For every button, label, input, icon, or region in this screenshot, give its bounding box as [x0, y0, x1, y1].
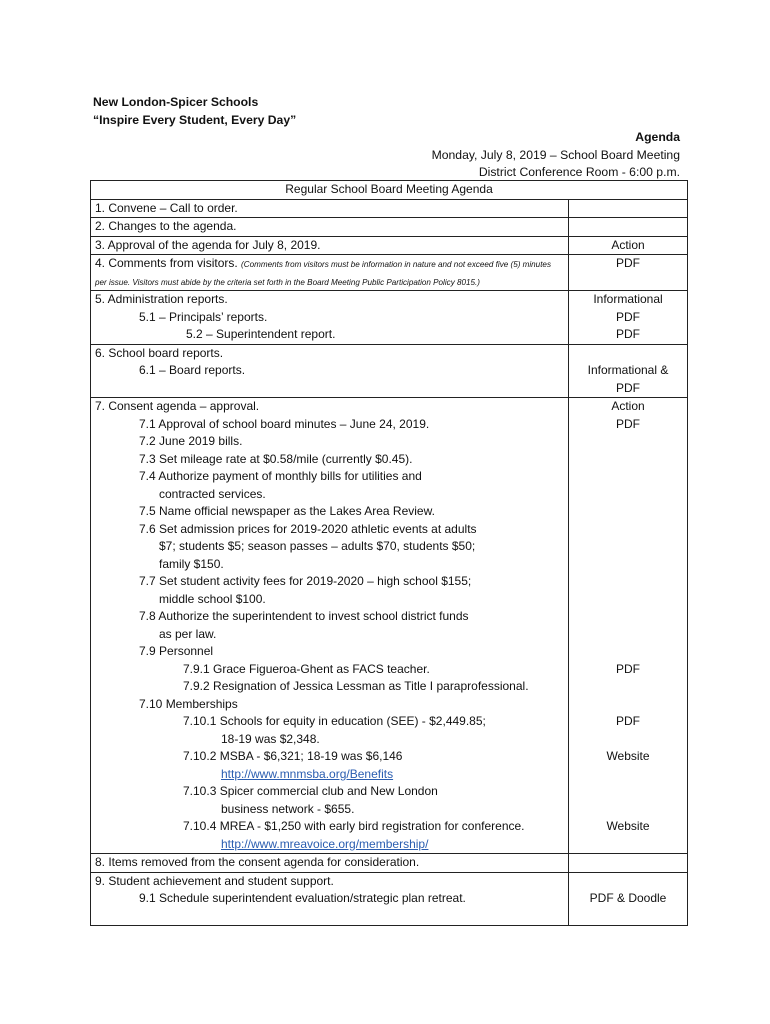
agenda-item-7-10-3: 7.10.3 Spicer commercial club and New London	[183, 784, 438, 798]
msba-benefits-link[interactable]: http://www.mnmsba.org/Benefits	[221, 766, 394, 781]
meeting-header	[432, 129, 680, 182]
mrea-membership-link[interactable]: http://www.mreavoice.org/membership/	[221, 836, 429, 851]
table-row	[91, 291, 688, 345]
status-pdf-link[interactable]: PDF	[616, 380, 640, 395]
status-cell	[569, 291, 688, 345]
agenda-item-3: 3. Approval of the agenda for July 8, 2019.	[91, 236, 569, 255]
agenda-item-7-5: 7.5 Name official newspaper as the Lakes Area Review.	[139, 504, 435, 518]
table-title: Regular School Board Meeting Agenda	[91, 181, 688, 200]
agenda-item-9-title: 9. Student achievement and student support.	[95, 873, 334, 888]
school-name: New London-Spicer Schools	[93, 95, 259, 109]
row-spacer	[573, 608, 683, 626]
row-spacer	[573, 766, 683, 784]
status-cell	[569, 872, 688, 926]
agenda-item-7-10-2: 7.10.2 MSBA - $6,321; 18-19 was $6,146	[183, 749, 403, 763]
status-action: Action	[569, 236, 688, 255]
row-spacer	[573, 643, 683, 661]
row-spacer	[573, 538, 683, 556]
table-title-row	[91, 181, 688, 200]
doc-title: Agenda	[635, 130, 680, 144]
agenda-item-7-6-cont: family $150.	[159, 556, 224, 571]
agenda-item-7-8-cont: as per law.	[159, 626, 217, 641]
agenda-table	[90, 180, 688, 926]
status-pdf-doodle-link[interactable]: PDF & Doodle	[589, 891, 667, 905]
table-row	[91, 236, 688, 255]
status-pdf-link[interactable]: PDF	[616, 416, 640, 431]
agenda-item-7-10-4: 7.10.4 MREA - $1,250 with early bird registration for conference.	[183, 819, 525, 833]
row-spacer	[573, 696, 683, 714]
agenda-item-7-10-3-cont: business network - $655.	[221, 801, 355, 816]
agenda-item-1: 1. Convene – Call to order.	[91, 199, 569, 218]
row-spacer	[573, 731, 683, 749]
status-website-link[interactable]: Website	[606, 819, 650, 833]
table-row	[91, 218, 688, 237]
row-spacer	[573, 801, 683, 819]
agenda-item-2: 2. Changes to the agenda.	[91, 218, 569, 237]
table-row	[91, 199, 688, 218]
status-action: Action	[611, 399, 645, 413]
status-pdf-link[interactable]: PDF	[616, 327, 640, 341]
agenda-item-6-1: 6.1 – Board reports.	[139, 363, 246, 377]
row-spacer	[573, 573, 683, 591]
status-cell	[569, 854, 688, 873]
agenda-item-7-3: 7.3 Set mileage rate at $0.58/mile (currently $0.45).	[139, 451, 413, 466]
agenda-item-7-6: 7.6 Set admission prices for 2019-2020 athletic events at adults	[139, 521, 477, 536]
status-informational: Informational	[593, 292, 663, 306]
table-row	[91, 872, 688, 926]
status-cell	[569, 398, 688, 854]
row-spacer	[573, 521, 683, 539]
agenda-item-9-1: 9.1 Schedule superintendent evaluation/strategic plan retreat.	[139, 891, 466, 905]
agenda-item-6-title: 6. School board reports.	[95, 345, 224, 360]
agenda-item-7-title: 7. Consent agenda – approval.	[95, 399, 260, 413]
agenda-item-8: 8. Items removed from the consent agenda for consideration.	[91, 854, 569, 873]
row-spacer	[573, 626, 683, 644]
visitor-comments-note: (Comments from visitors must be information in nature and not exceed five (5) minutes per issue. Visitors must abide by the criteria set forth in the Board Meeting Public Participation Policy 8015.)	[95, 260, 551, 287]
row-spacer	[573, 503, 683, 521]
row-spacer	[573, 873, 683, 891]
agenda-item-7-7-cont: middle school $100.	[159, 591, 266, 606]
status-cell	[569, 199, 688, 218]
row-spacer	[573, 783, 683, 801]
row-spacer	[573, 556, 683, 574]
row-spacer	[573, 468, 683, 486]
agenda-item-7-10: 7.10 Memberships	[139, 696, 238, 711]
agenda-item-5-title: 5. Administration reports.	[95, 292, 228, 306]
status-informational: Informational &	[587, 363, 669, 377]
row-spacer	[573, 591, 683, 609]
agenda-item-5-2: 5.2 – Superintendent report.	[186, 327, 336, 341]
agenda-item-7-4-cont: contracted services.	[159, 486, 266, 501]
status-cell	[569, 344, 688, 398]
agenda-item-7-6-cont: $7; students $5; season passes – adults $70, students $50;	[159, 539, 476, 553]
table-row	[91, 344, 688, 398]
agenda-item-7-1: 7.1 Approval of school board minutes – June 24, 2019.	[139, 416, 430, 431]
status-pdf-link[interactable]: PDF	[616, 309, 640, 324]
row-spacer	[573, 486, 683, 504]
row-spacer	[573, 678, 683, 696]
status-pdf-link[interactable]: PDF	[616, 661, 640, 676]
agenda-item-7-2: 7.2 June 2019 bills.	[139, 434, 243, 448]
agenda-item-5-1: 5.1 – Principals’ reports.	[139, 309, 268, 324]
status-pdf-link[interactable]: PDF	[616, 714, 640, 728]
agenda-item-4-title: 4. Comments from visitors.	[95, 256, 238, 270]
agenda-item-7	[91, 398, 569, 854]
agenda-item-7-10-1-cont: 18-19 was $2,348.	[221, 731, 320, 746]
table-row	[91, 255, 688, 291]
agenda-item-7-10-1: 7.10.1 Schools for equity in education (SEE) - $2,449.85;	[183, 714, 486, 728]
status-pdf-link[interactable]: PDF	[569, 255, 688, 291]
table-row	[91, 854, 688, 873]
agenda-item-7-8: 7.8 Authorize the superintendent to invest school district funds	[139, 609, 469, 623]
agenda-item-7-9-2: 7.9.2 Resignation of Jessica Lessman as Title I paraprofessional.	[183, 679, 529, 693]
meeting-date: Monday, July 8, 2019 – School Board Meeting	[431, 147, 680, 162]
agenda-item-7-9-1: 7.9.1 Grace Figueroa-Ghent as FACS teacher.	[183, 661, 430, 676]
status-cell	[569, 218, 688, 237]
school-header	[93, 94, 296, 129]
agenda-item-6	[91, 344, 569, 398]
agenda-item-7-9: 7.9 Personnel	[139, 644, 214, 658]
status-website-link[interactable]: Website	[606, 749, 650, 763]
meeting-location: District Conference Room - 6:00 p.m.	[478, 165, 680, 179]
row-spacer	[573, 345, 683, 363]
table-row	[91, 398, 688, 854]
agenda-item-4	[91, 255, 569, 291]
agenda-item-7-4: 7.4 Authorize payment of monthly bills for utilities and	[139, 469, 422, 483]
row-spacer	[95, 380, 564, 398]
row-spacer	[573, 433, 683, 451]
row-spacer	[95, 908, 564, 926]
agenda-item-9	[91, 872, 569, 926]
agenda-item-7-7: 7.7 Set student activity fees for 2019-2020 – high school $155;	[139, 574, 472, 588]
row-spacer	[573, 451, 683, 469]
school-motto: “Inspire Every Student, Every Day”	[93, 112, 297, 127]
agenda-item-5	[91, 291, 569, 345]
